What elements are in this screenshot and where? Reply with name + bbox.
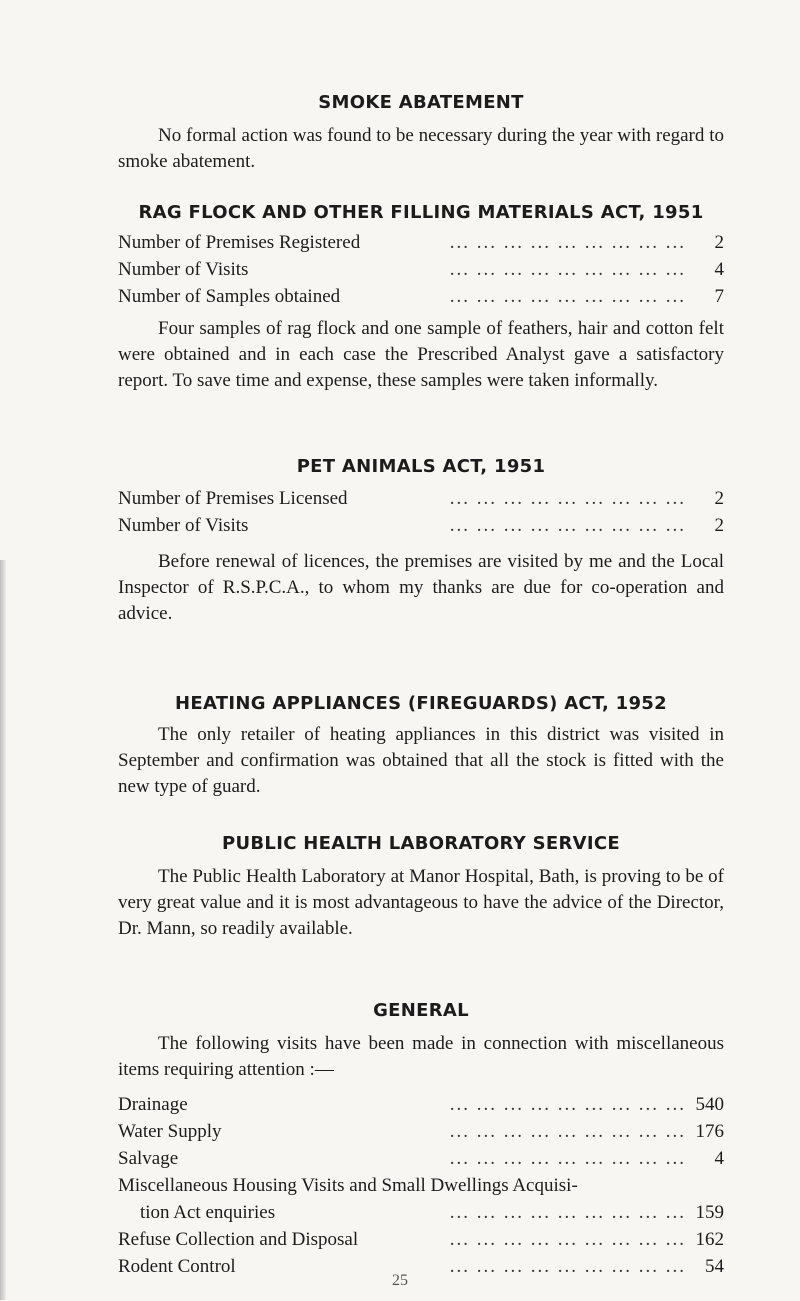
- row-value: 162: [695, 1229, 724, 1250]
- row-label: Miscellaneous Housing Visits and Small Dwellings Acquisi-: [118, 1175, 578, 1196]
- leader-dots: ... ... ... ... ... ... ... ... ...: [449, 1094, 686, 1115]
- rag-paragraph: Four samples of rag flock and one sample of feathers, hair and cotton felt were obtained and in each case the Prescribed Analyst gave a satisfactory report. To save time and expense, these samples were taken informally.: [118, 318, 724, 391]
- general-row: [118, 1091, 724, 1118]
- heading-heating-appliances: HEATING APPLIANCES (FIREGUARDS) ACT, 1952: [175, 693, 667, 714]
- section-pet-animals: [118, 456, 724, 627]
- lab-paragraph: The Public Health Laboratory at Manor Hospital, Bath, is proving to be of very great value and it is most advantageous to have the advice of the Director, Dr. Mann, so readily available.: [118, 866, 724, 939]
- rag-row: [118, 229, 724, 256]
- leader-dots: ... ... ... ... ... ... ... ... ...: [449, 488, 686, 509]
- rag-row: [118, 283, 724, 310]
- pet-paragraph: Before renewal of licences, the premises are visited by me and the Local Inspector of R.S.P.C.A., to whom my thanks are due for co-operation and advice.: [118, 551, 724, 624]
- leader-dots: ... ... ... ... ... ... ... ... ...: [449, 1256, 686, 1277]
- section-general: [118, 1000, 724, 1280]
- general-row-continuation: [118, 1199, 724, 1226]
- row-label: tion Act enquiries: [140, 1202, 276, 1223]
- section-smoke-abatement: [118, 92, 724, 175]
- row-value: 2: [714, 232, 724, 253]
- pet-row: [118, 485, 724, 512]
- leader-dots: ... ... ... ... ... ... ... ... ...: [449, 1148, 686, 1169]
- row-label: Number of Samples obtained: [118, 286, 341, 307]
- row-value: 4: [714, 1148, 724, 1169]
- general-row: [118, 1226, 724, 1253]
- section-public-health-laboratory: [118, 833, 724, 942]
- general-row: [118, 1172, 724, 1199]
- general-row: [118, 1118, 724, 1145]
- leader-dots: ... ... ... ... ... ... ... ... ...: [449, 1121, 686, 1142]
- rag-row: [118, 256, 724, 283]
- leader-dots: ... ... ... ... ... ... ... ... ...: [449, 1202, 686, 1223]
- row-label: Number of Visits: [118, 259, 249, 280]
- row-label: Number of Visits: [118, 515, 249, 536]
- row-value: 2: [714, 488, 724, 509]
- heading-rag-flock: RAG FLOCK AND OTHER FILLING MATERIALS ACT, 1951: [138, 202, 704, 223]
- heading-public-health-laboratory: PUBLIC HEALTH LABORATORY SERVICE: [222, 833, 620, 854]
- pet-stats-list: [118, 485, 724, 539]
- general-row: [118, 1145, 724, 1172]
- page-number: 25: [392, 1272, 408, 1289]
- heading-general: GENERAL: [373, 1000, 469, 1021]
- row-value: 540: [695, 1094, 724, 1115]
- heading-pet-animals: PET ANIMALS ACT, 1951: [296, 456, 546, 477]
- pet-row: [118, 512, 724, 539]
- leader-dots: ... ... ... ... ... ... ... ... ...: [449, 259, 686, 280]
- row-label: Number of Premises Licensed: [118, 488, 348, 509]
- row-value: 2: [714, 515, 724, 536]
- section-heating-appliances: [118, 693, 724, 800]
- row-label: Number of Premises Registered: [118, 232, 361, 253]
- row-value: 159: [695, 1202, 724, 1223]
- row-value: 4: [714, 259, 724, 280]
- heating-paragraph: The only retailer of heating appliances in this district was visited in September and confirmation was obtained that all the stock is fitted with the new type of guard.: [118, 724, 724, 797]
- row-value: 54: [705, 1256, 724, 1277]
- smoke-paragraph: No formal action was found to be necessary during the year with regard to smoke abatement.: [118, 125, 724, 172]
- row-label: Refuse Collection and Disposal: [118, 1229, 359, 1250]
- general-paragraph: The following visits have been made in connection with miscellaneous items requiring attention :—: [118, 1033, 724, 1080]
- heading-smoke-abatement: SMOKE ABATEMENT: [318, 92, 524, 113]
- row-label: Rodent Control: [118, 1256, 236, 1277]
- leader-dots: ... ... ... ... ... ... ... ... ...: [449, 1229, 686, 1250]
- general-stats-list: [118, 1091, 724, 1280]
- rag-stats-list: [118, 229, 724, 310]
- leader-dots: ... ... ... ... ... ... ... ... ...: [449, 286, 686, 307]
- row-label: Drainage: [118, 1094, 188, 1115]
- row-label: Water Supply: [118, 1121, 222, 1142]
- row-value: 176: [695, 1121, 724, 1142]
- section-rag-flock: [118, 202, 724, 394]
- page-edge-shadow: [0, 560, 6, 1300]
- row-label: Salvage: [118, 1148, 179, 1169]
- leader-dots: ... ... ... ... ... ... ... ... ...: [449, 515, 686, 536]
- row-value: 7: [714, 286, 724, 307]
- leader-dots: ... ... ... ... ... ... ... ... ...: [449, 232, 686, 253]
